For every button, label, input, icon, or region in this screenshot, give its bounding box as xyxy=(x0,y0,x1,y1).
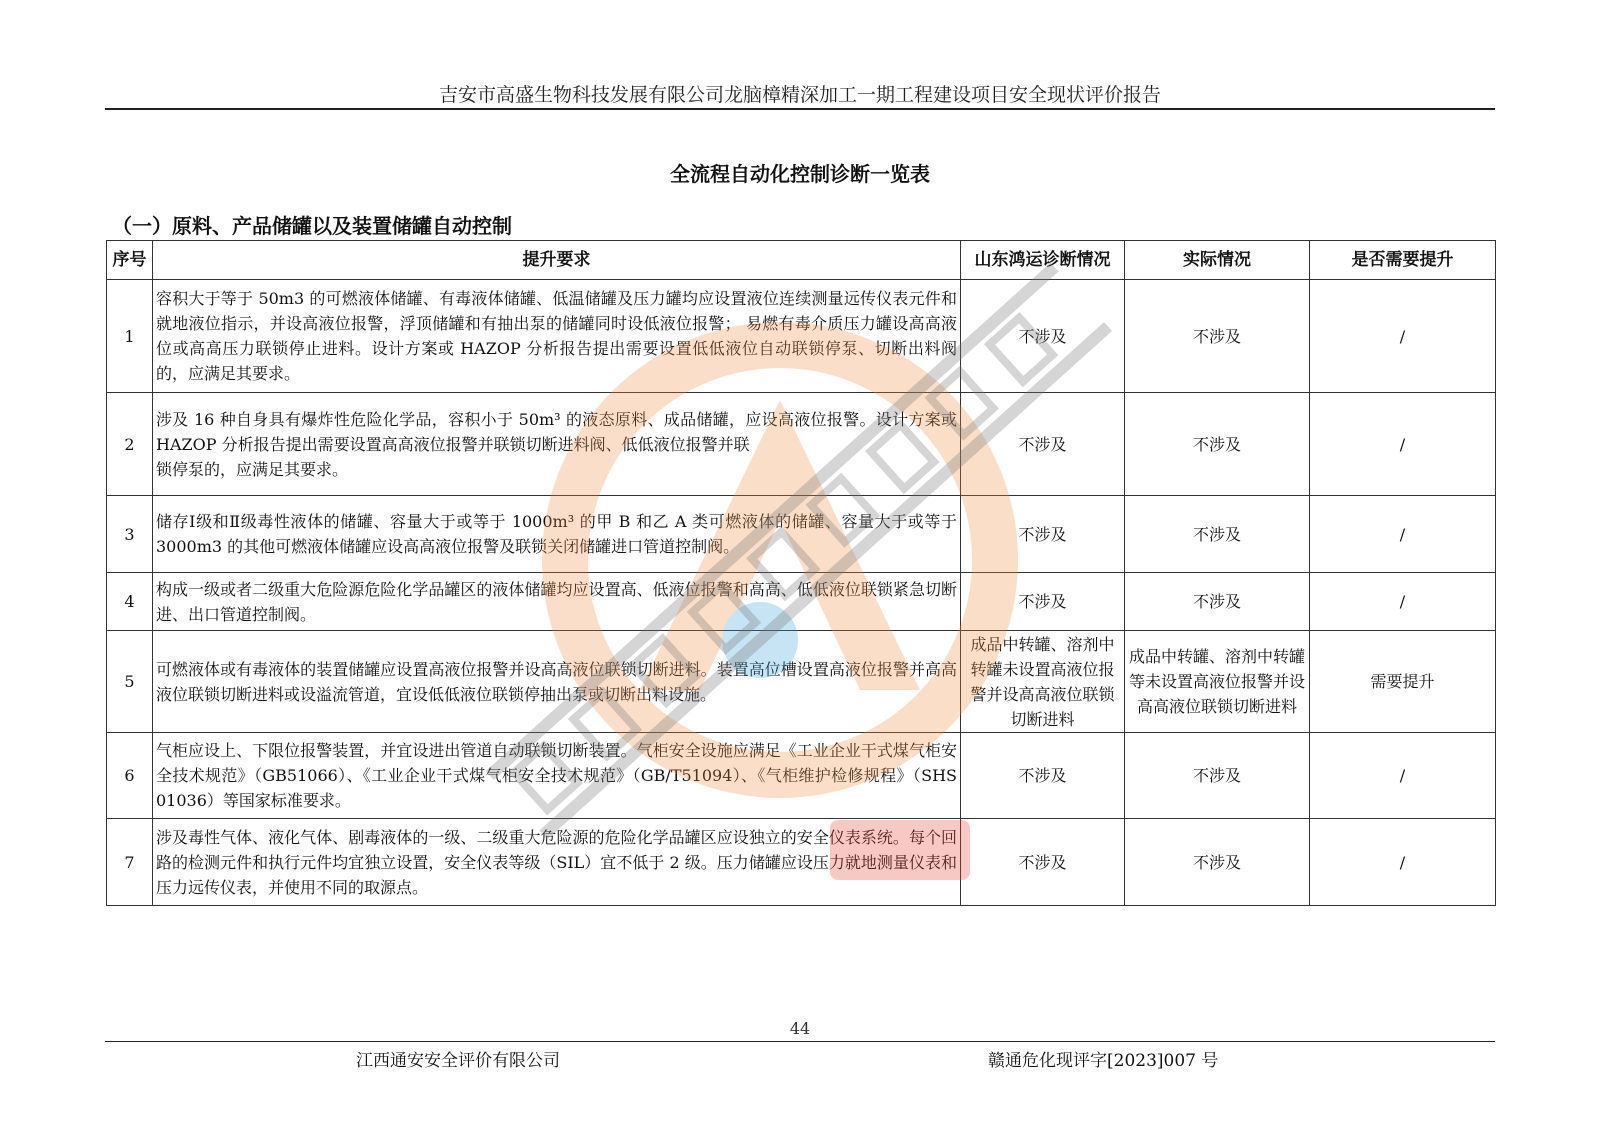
row-diagnosis: 成品中转罐、溶剂中转罐未设置高液位报警并设高高液位联锁切断进料 xyxy=(961,631,1125,733)
row-requirement: 容积大于等于 50m3 的可燃液体储罐、有毒液体储罐、低温储罐及压力罐均应设置液位连续测量远传仪表元件和就地液位指示，并设高液位报警，浮顶储罐和有抽出泵的储罐同时设低液位报警； 易燃有毒介质压力罐设高高液位或高高压力联锁停止进料。设计方案或 HAZOP 分析报告提出需要设置低低液位自动联锁停泵、切断出料阀的，应满足其要求。 xyxy=(153,280,961,393)
footer-company: 江西通安安全评价有限公司 xyxy=(356,1051,560,1071)
row-actual: 不涉及 xyxy=(1125,393,1310,496)
row-upgrade: / xyxy=(1310,819,1496,906)
table-row xyxy=(107,393,1496,496)
row-requirement: 涉及 16 种自身具有爆炸性危险化学品，容积小于 50m³ 的液态原料、成品储罐，应设高液位报警。设计方案或 HAZOP 分析报告提出需要设置高高液位报警并联锁切断进料阀、低低液位报警并联 锁停泵的，应满足其要求。 xyxy=(153,393,961,496)
row-diagnosis: 不涉及 xyxy=(961,819,1125,906)
table-row xyxy=(107,733,1496,819)
row-no: 2 xyxy=(107,393,153,496)
table-header-row xyxy=(107,241,1496,280)
footer-rule xyxy=(105,1041,1495,1042)
row-diagnosis: 不涉及 xyxy=(961,573,1125,631)
row-requirement: 涉及毒性气体、液化气体、剧毒液体的一级、二级重大危险源的危险化学品罐区应设独立的安全仪表系统。每个回路的检测元件和执行元件均宜独立设置，安全仪表等级（SIL）宜不低于 2 级。压力储罐应设压力就地测量仪表和压力远传仪表，并使用不同的取源点。 xyxy=(153,819,961,906)
header-upgrade: 是否需要提升 xyxy=(1310,241,1496,280)
table-row xyxy=(107,631,1496,733)
row-actual: 不涉及 xyxy=(1125,819,1310,906)
row-diagnosis: 不涉及 xyxy=(961,496,1125,573)
row-no: 3 xyxy=(107,496,153,573)
row-requirement: 储存Ⅰ级和Ⅱ级毒性液体的储罐、容量大于或等于 1000m³ 的甲 B 和乙 A 类可燃液体的储罐、容量大于或等于 3000m3 的其他可燃液体储罐应设高高液位报警及联锁关闭储罐进口管道控制阀。 xyxy=(153,496,961,573)
row-no: 4 xyxy=(107,573,153,631)
diagnosis-table xyxy=(106,240,1496,906)
row-no: 7 xyxy=(107,819,153,906)
row-upgrade: / xyxy=(1310,496,1496,573)
section-title: （一）原料、产品储罐以及装置储罐自动控制 xyxy=(112,214,512,238)
row-actual: 不涉及 xyxy=(1125,733,1310,819)
page-number: 44 xyxy=(789,1019,811,1038)
header-diagnosis: 山东鸿运诊断情况 xyxy=(961,241,1125,280)
row-upgrade: 需要提升 xyxy=(1310,631,1496,733)
row-diagnosis: 不涉及 xyxy=(961,733,1125,819)
row-actual: 不涉及 xyxy=(1125,573,1310,631)
document-title: 全流程自动化控制诊断一览表 xyxy=(670,162,930,186)
row-upgrade: / xyxy=(1310,393,1496,496)
row-upgrade: / xyxy=(1310,573,1496,631)
row-upgrade: / xyxy=(1310,733,1496,819)
row-actual: 成品中转罐、溶剂中转罐等未设置高液位报警并设高高液位联锁切断进料 xyxy=(1125,631,1310,733)
row-requirement: 气柜应设上、下限位报警装置，并宜设进出管道自动联锁切断装置。气柜安全设施应满足《工业企业干式煤气柜安全技术规范》（GB51066）、《工业企业干式煤气柜安全技术规范》（GB/T51094）、《气柜维护检修规程》（SHS 01036）等国家标准要求。 xyxy=(153,733,961,819)
row-diagnosis: 不涉及 xyxy=(961,280,1125,393)
row-actual: 不涉及 xyxy=(1125,496,1310,573)
row-actual: 不涉及 xyxy=(1125,280,1310,393)
row-requirement: 构成一级或者二级重大危险源危险化学品罐区的液体储罐均应设置高、低液位报警和高高、低低液位联锁紧急切断进、出口管道控制阀。 xyxy=(153,573,961,631)
running-header-title: 吉安市高盛生物科技发展有限公司龙脑樟精深加工一期工程建设项目安全现状评价报告 xyxy=(438,84,1161,106)
row-requirement: 可燃液体或有毒液体的装置储罐应设置高液位报警并设高高液位联锁切断进料。装置高位槽设置高液位报警并高高液位联锁切断进料或设溢流管道，宜设低低液位联锁停抽出泵或切断出料设施。 xyxy=(153,631,961,733)
table-row xyxy=(107,280,1496,393)
row-no: 6 xyxy=(107,733,153,819)
table-row xyxy=(107,819,1496,906)
header-requirement: 提升要求 xyxy=(153,241,961,280)
header-no: 序号 xyxy=(107,241,153,280)
footer-report-number: 赣通危化现评字[2023]007 号 xyxy=(988,1051,1219,1071)
row-diagnosis: 不涉及 xyxy=(961,393,1125,496)
row-upgrade: / xyxy=(1310,280,1496,393)
header-actual: 实际情况 xyxy=(1125,241,1310,280)
table-row xyxy=(107,496,1496,573)
row-no: 1 xyxy=(107,280,153,393)
row-no: 5 xyxy=(107,631,153,733)
table-row xyxy=(107,573,1496,631)
header-rule xyxy=(105,108,1495,110)
